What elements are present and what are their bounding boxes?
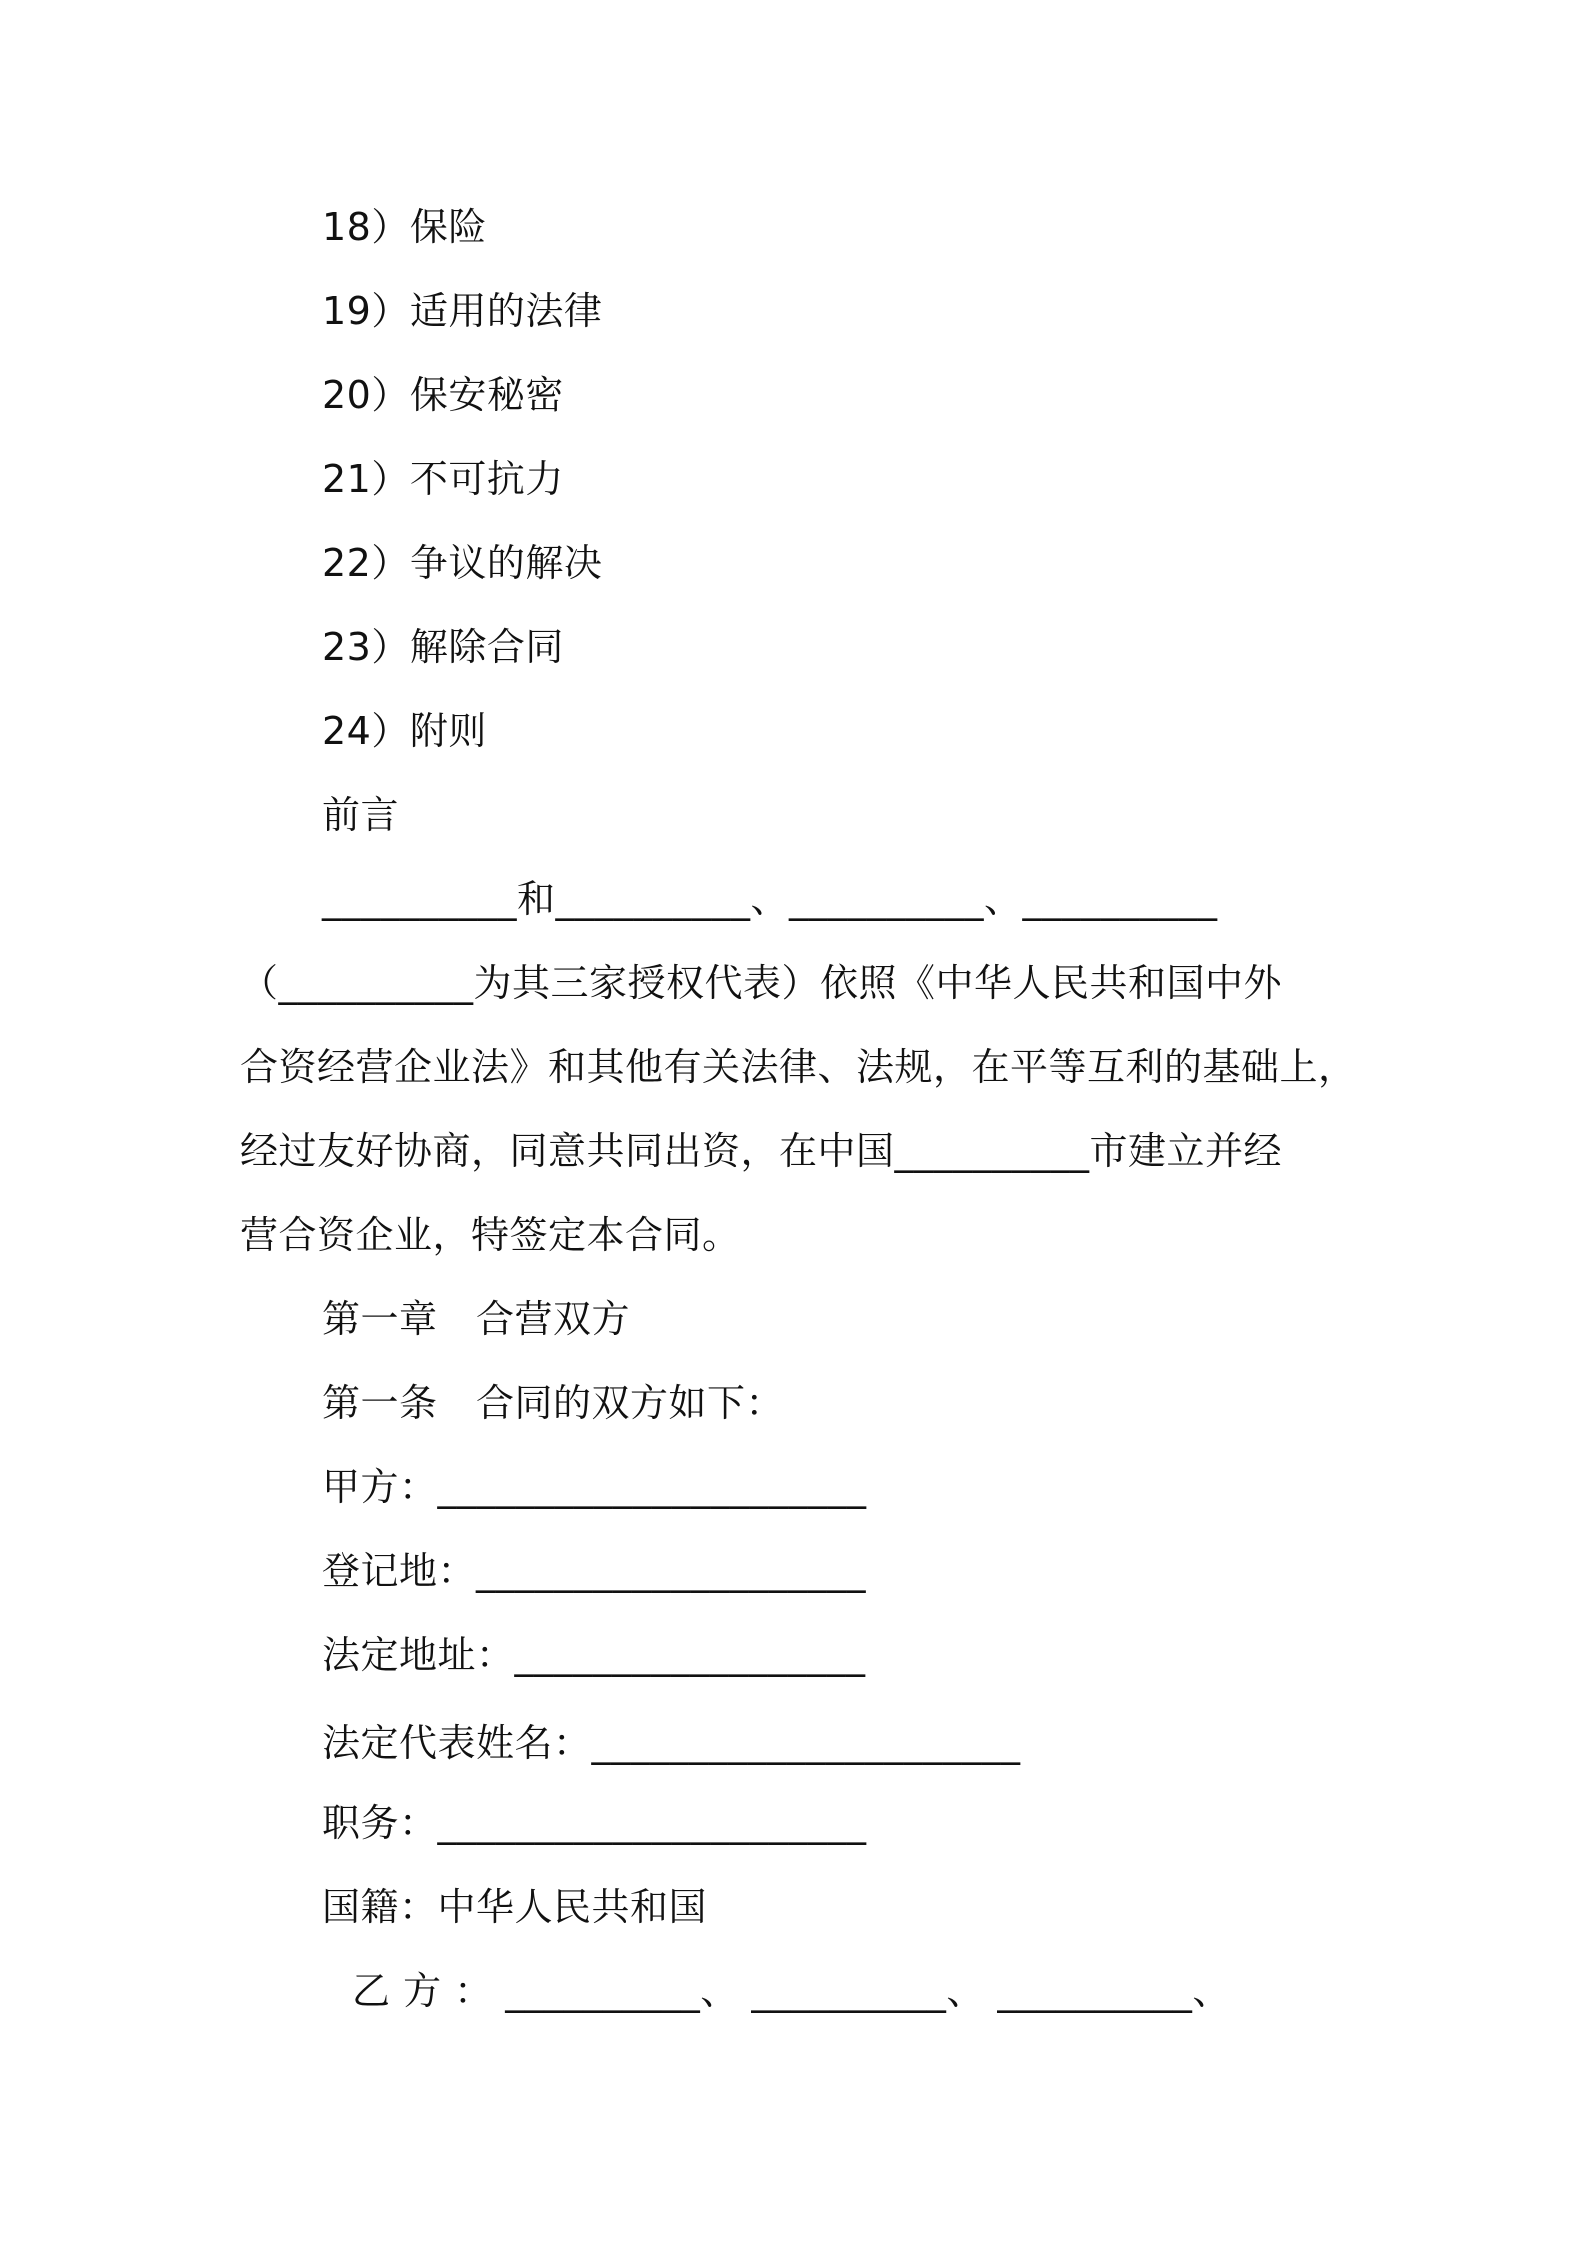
party-a-position-field: 职务：______________________ bbox=[322, 1801, 867, 1845]
preface-line-3: 合资经营企业法》和其他有关法律、法规，在平等互利的基础上， bbox=[240, 1045, 1357, 1089]
toc-item-24: 24）附则 bbox=[322, 709, 487, 753]
preface-heading: 前言 bbox=[322, 793, 400, 837]
party-a-address-field: 法定地址：__________________ bbox=[322, 1633, 866, 1677]
party-a-name-field: 甲方：______________________ bbox=[322, 1465, 867, 1509]
preface-line-2: （__________为其三家授权代表）依照《中华人民共和国中外 bbox=[240, 961, 1283, 1005]
preface-line-4: 经过友好协商，同意共同出资，在中国__________市建立并经 bbox=[240, 1129, 1283, 1173]
toc-item-19: 19）适用的法律 bbox=[322, 289, 603, 333]
toc-item-20: 20）保安秘密 bbox=[322, 373, 564, 417]
party-b-name-field: 乙 方 ： __________、 __________、 __________、 bbox=[352, 1969, 1231, 2013]
preface-line-1: __________和__________、__________、__________ bbox=[322, 877, 1218, 921]
party-a-nationality: 国籍：中华人民共和国 bbox=[322, 1885, 708, 1929]
party-a-registration-field: 登记地：____________________ bbox=[322, 1549, 867, 1593]
toc-item-23: 23）解除合同 bbox=[322, 625, 564, 669]
preface-line-5: 营合资企业，特签定本合同。 bbox=[240, 1213, 741, 1257]
party-a-representative-field: 法定代表姓名：______________________ bbox=[322, 1721, 1021, 1765]
chapter-heading: 第一章 合营双方 bbox=[322, 1297, 631, 1341]
toc-item-18: 18）保险 bbox=[322, 205, 487, 249]
toc-item-22: 22）争议的解决 bbox=[322, 541, 603, 585]
article-heading: 第一条 合同的双方如下： bbox=[322, 1381, 785, 1425]
toc-item-21: 21）不可抗力 bbox=[322, 457, 564, 501]
